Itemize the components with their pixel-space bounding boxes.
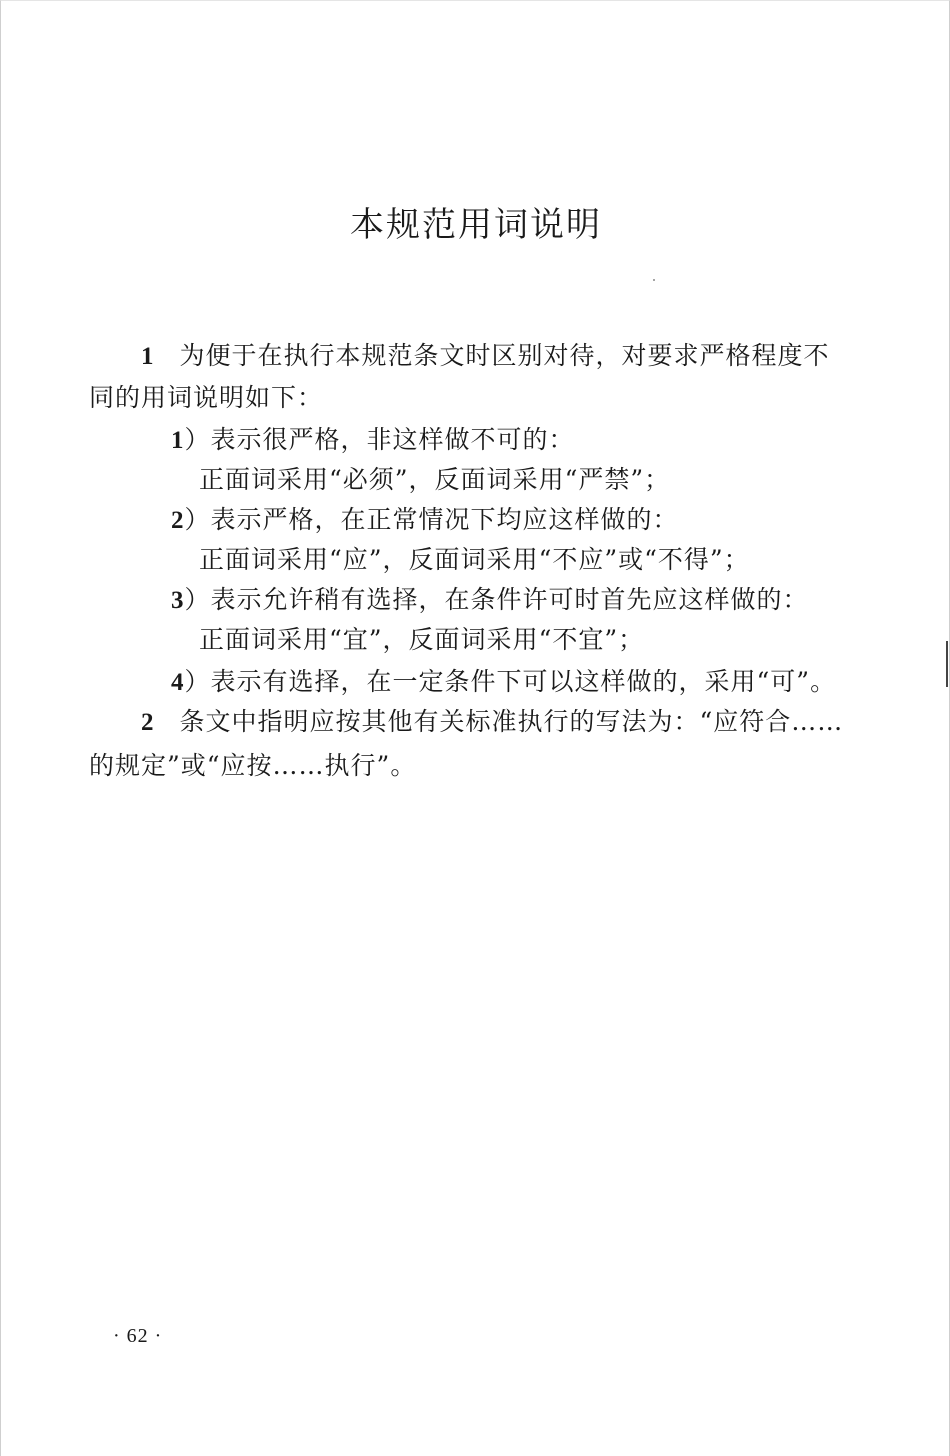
list-item-1-number: 1 xyxy=(171,427,185,454)
list-item-1 xyxy=(171,427,575,453)
page-title: 本规范用词说明 xyxy=(350,205,602,245)
list-item-4 xyxy=(171,669,836,695)
clause-2-number: 2 xyxy=(141,709,155,736)
clause-2-line-1 xyxy=(141,709,843,735)
clause-1-text: 为便于在执行本规范条文时区别对待，对要求严格程度不 xyxy=(179,341,830,370)
list-item-1-text: ）表示很严格，非这样做不可的： xyxy=(184,425,575,454)
clause-1-number: 1 xyxy=(141,343,155,370)
list-item-2-detail: 正面词采用“应”，反面词采用“不应”或“不得”； xyxy=(199,545,750,574)
list-item-4-number: 4 xyxy=(171,669,185,696)
list-item-1-detail: 正面词采用“必须”，反面词采用“严禁”； xyxy=(199,465,671,494)
list-item-3-detail: 正面词采用“宜”，反面词采用“不宜”； xyxy=(199,625,645,654)
list-item-4-text: ）表示有选择，在一定条件下可以这样做的，采用“可”。 xyxy=(184,667,837,696)
scan-speck xyxy=(653,279,655,281)
list-item-3-number: 3 xyxy=(171,587,185,614)
clause-1-line-1 xyxy=(141,343,829,369)
list-item-2 xyxy=(171,507,679,533)
clause-1-line-2: 同的用词说明如下： xyxy=(89,383,324,412)
list-item-3 xyxy=(171,587,809,613)
list-item-2-number: 2 xyxy=(171,507,185,534)
list-item-2-text: ）表示严格，在正常情况下均应这样做的： xyxy=(184,505,679,534)
clause-2-line-2: 的规定”或“应按……执行”。 xyxy=(89,751,417,780)
list-item-3-text: ）表示允许稍有选择，在条件许可时首先应这样做的： xyxy=(184,585,809,614)
clause-2-text: 条文中指明应按其他有关标准执行的写法为：“应符合…… xyxy=(179,707,844,736)
page-number: · 62 · xyxy=(113,1325,163,1347)
edge-mark xyxy=(946,641,948,687)
